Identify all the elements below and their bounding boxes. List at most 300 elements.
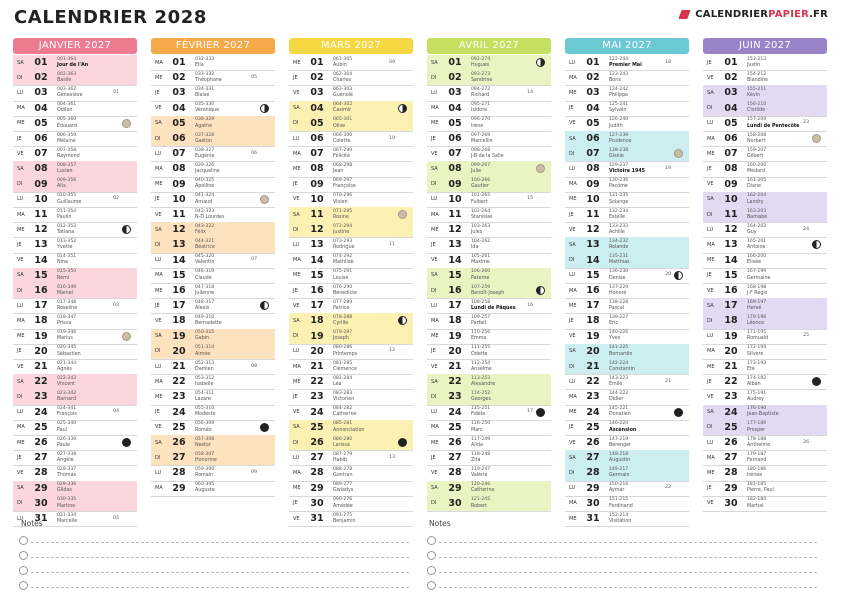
day-count: 047-318 [195,284,215,290]
saint-name: Eugénie [195,153,215,159]
day-row[interactable] [565,298,689,313]
day-count: 130-236 [609,178,629,184]
day-row[interactable] [151,450,275,465]
day-row[interactable] [427,344,551,359]
day-count: 123-243 [609,71,629,77]
week-number: 11 [389,241,395,247]
day-row[interactable] [289,481,413,496]
day-row[interactable] [289,237,413,252]
day-row[interactable] [13,207,137,222]
day-row[interactable] [703,101,827,116]
day-row[interactable] [13,192,137,207]
day-count: 025-340 [57,421,77,427]
day-number: 24 [172,406,186,418]
saint-name: Maxime [471,260,490,266]
day-count: 069-297 [333,178,353,184]
day-row[interactable] [13,465,137,480]
day-count: 140-226 [609,330,629,336]
day-row[interactable] [427,55,551,70]
day-weekday: SA [569,454,576,461]
day-row[interactable] [703,374,827,389]
day-row[interactable] [151,85,275,100]
day-count: 164-202 [747,223,767,229]
day-row[interactable] [13,85,137,100]
day-row[interactable] [151,237,275,252]
day-row[interactable] [427,146,551,161]
day-row[interactable] [13,496,137,511]
day-row[interactable] [289,253,413,268]
day-row[interactable] [13,222,137,237]
day-row[interactable] [151,481,275,496]
saint-name: Solange [609,199,629,205]
day-row[interactable] [289,192,413,207]
day-row[interactable] [565,313,689,328]
note-bullet-icon [427,581,436,590]
day-row[interactable] [289,131,413,146]
day-row[interactable] [565,101,689,116]
day-row[interactable] [13,313,137,328]
day-number: 01 [172,57,186,68]
saint-name: Achille [609,229,625,235]
day-row[interactable] [13,450,137,465]
day-row[interactable] [427,374,551,389]
day-row[interactable] [13,101,137,116]
day-row[interactable] [565,435,689,450]
day-divider [151,496,275,497]
day-row[interactable] [151,420,275,435]
day-weekday: ME [293,272,301,279]
day-number: 22 [310,376,324,388]
day-count: 051-314 [195,345,215,351]
day-weekday: ME [431,333,439,340]
day-row[interactable] [565,207,689,222]
day-row[interactable] [13,435,137,450]
day-count: 089-277 [333,482,353,488]
day-row[interactable] [565,70,689,85]
saint-name: Paterne [471,275,490,281]
day-row[interactable] [565,344,689,359]
day-weekday: DI [155,135,161,142]
day-row[interactable] [565,116,689,131]
day-row[interactable] [427,253,551,268]
day-row[interactable] [289,359,413,374]
day-row[interactable] [151,465,275,480]
saint-name: Ida [471,245,479,251]
note-line[interactable] [427,563,817,577]
day-row[interactable] [565,253,689,268]
day-row[interactable] [13,481,137,496]
day-count: 072-294 [333,223,353,229]
day-row[interactable] [703,131,827,146]
saint-name: Olive [333,123,346,129]
day-row[interactable] [703,177,827,192]
day-weekday: LU [293,348,300,355]
day-row[interactable] [427,496,551,511]
day-number: 17 [172,300,186,312]
day-row[interactable] [289,101,413,116]
day-row[interactable] [427,283,551,298]
saint-name: Patrice [333,305,350,311]
day-row[interactable] [13,253,137,268]
saint-name: Ferdinand [609,503,633,509]
day-row[interactable] [151,313,275,328]
day-row[interactable] [289,222,413,237]
day-row[interactable] [13,329,137,344]
day-row[interactable] [151,298,275,313]
day-row[interactable] [151,131,275,146]
saint-name: Claude [195,275,212,281]
day-number: 03 [724,87,738,99]
day-row[interactable] [151,344,275,359]
day-row[interactable] [427,359,551,374]
day-row[interactable] [427,329,551,344]
day-row[interactable] [427,405,551,420]
day-row[interactable] [565,374,689,389]
day-row[interactable] [565,192,689,207]
brand-logo-link[interactable] [679,9,828,20]
day-row[interactable] [427,85,551,100]
day-row[interactable] [703,329,827,344]
saint-name: Visitation [609,518,632,524]
day-row[interactable] [151,192,275,207]
saint-name: Pascal [609,305,625,311]
day-row[interactable] [13,146,137,161]
day-row[interactable] [565,511,689,526]
day-number: 09 [586,178,600,190]
day-weekday: MA [17,424,25,431]
moon-first-icon [398,104,407,113]
day-number: 16 [724,285,738,296]
day-weekday: SA [17,378,24,385]
day-row[interactable] [289,420,413,435]
day-count: 036-329 [195,117,215,123]
saint-name: Raymond [57,153,80,159]
day-row[interactable] [151,161,275,176]
day-row[interactable] [565,329,689,344]
day-weekday: MA [17,317,25,324]
day-row[interactable] [427,465,551,480]
saint-name: Amédée [333,503,353,509]
day-row[interactable] [13,389,137,404]
day-row[interactable] [703,70,827,85]
week-number: 10 [389,135,395,141]
day-row[interactable] [703,435,827,450]
day-row[interactable] [427,207,551,222]
day-weekday: MA [569,181,577,188]
note-line[interactable] [19,533,409,547]
day-row[interactable] [427,298,551,313]
day-row[interactable] [289,55,413,70]
holiday-name: Ascension [609,427,637,433]
day-row[interactable] [703,298,827,313]
day-count: 116-250 [471,421,491,427]
saint-name: Aymar [609,488,625,494]
day-count: 131-235 [609,193,629,199]
day-row[interactable] [427,268,551,283]
day-row[interactable] [289,207,413,222]
day-row[interactable] [13,237,137,252]
day-row[interactable] [427,177,551,192]
day-row[interactable] [703,85,827,100]
day-row[interactable] [427,131,551,146]
day-number: 06 [34,133,48,144]
day-count: 098-268 [471,147,491,153]
day-row[interactable] [565,283,689,298]
day-row[interactable] [427,192,551,207]
day-row[interactable] [565,222,689,237]
day-number: 19 [448,330,462,342]
day-row[interactable] [289,511,413,526]
day-row[interactable] [565,405,689,420]
day-weekday: MA [155,485,163,492]
day-row[interactable] [289,374,413,389]
day-row[interactable] [151,70,275,85]
day-row[interactable] [703,268,827,283]
saint-name: Germaine [747,275,771,281]
day-row[interactable] [703,222,827,237]
day-weekday: ME [155,393,163,400]
day-row[interactable] [427,313,551,328]
day-count: 078-288 [333,314,353,320]
day-row[interactable] [427,70,551,85]
month-header: FÉVRIER 2027 [151,38,275,54]
day-row[interactable] [565,237,689,252]
day-row[interactable] [703,237,827,252]
day-row[interactable] [427,389,551,404]
day-count: 177-189 [747,421,767,427]
saint-name: Basile [57,77,72,83]
day-weekday: MA [569,500,577,507]
day-count: 132-234 [609,208,629,214]
note-line[interactable] [427,533,817,547]
saint-name: Benoît-Joseph [471,290,505,296]
day-row[interactable] [151,116,275,131]
day-row[interactable] [427,101,551,116]
day-row[interactable] [565,481,689,496]
saint-name: Justin [747,62,761,68]
day-row[interactable] [289,85,413,100]
day-row[interactable] [703,465,827,480]
note-line[interactable] [427,578,817,592]
day-number: 28 [310,467,324,479]
day-weekday: SA [569,348,576,355]
day-weekday: LU [569,59,576,66]
day-row[interactable] [289,329,413,344]
day-row[interactable] [703,253,827,268]
day-row[interactable] [289,435,413,450]
month-column [151,38,275,494]
day-weekday: LU [707,120,714,127]
day-row[interactable] [427,237,551,252]
day-row[interactable] [565,146,689,161]
day-row[interactable] [151,405,275,420]
day-number: 08 [448,163,462,175]
day-weekday: DI [707,317,713,324]
day-weekday: VE [707,181,714,188]
day-row[interactable] [151,253,275,268]
day-row[interactable] [13,283,137,298]
moon-new-icon [122,438,131,447]
day-row[interactable] [427,420,551,435]
day-row[interactable] [151,389,275,404]
day-row[interactable] [703,55,827,70]
day-row[interactable] [565,450,689,465]
day-weekday: ME [707,363,715,370]
day-row[interactable] [703,192,827,207]
day-row[interactable] [151,101,275,116]
day-row[interactable] [703,405,827,420]
saint-name: Norbert [747,138,766,144]
day-row[interactable] [565,359,689,374]
day-row[interactable] [565,55,689,70]
moon-last-icon [260,301,269,310]
day-row[interactable] [13,374,137,389]
day-row[interactable] [703,313,827,328]
day-row[interactable] [289,146,413,161]
day-number: 03 [310,87,324,99]
day-row[interactable] [13,116,137,131]
day-row[interactable] [427,450,551,465]
day-row[interactable] [703,146,827,161]
day-row[interactable] [703,496,827,511]
day-row[interactable] [427,481,551,496]
day-weekday: LU [17,89,24,96]
day-row[interactable] [703,207,827,222]
day-row[interactable] [565,85,689,100]
day-row[interactable] [151,222,275,237]
day-row[interactable] [427,222,551,237]
day-row[interactable] [151,329,275,344]
saint-name: Valentin [195,260,215,266]
note-line[interactable] [19,563,409,577]
week-number: 09 [251,469,257,475]
day-number: 20 [448,345,462,357]
day-count: 096-270 [471,117,491,123]
day-row[interactable] [703,344,827,359]
day-row[interactable] [565,389,689,404]
day-row[interactable] [289,116,413,131]
moon-full-icon [398,210,407,219]
day-row[interactable] [565,177,689,192]
day-row[interactable] [151,283,275,298]
day-weekday: JE [293,287,298,294]
day-row[interactable] [289,450,413,465]
day-row[interactable] [289,70,413,85]
day-row[interactable] [289,389,413,404]
day-row[interactable] [565,131,689,146]
day-weekday: MA [293,257,301,264]
day-row[interactable] [703,283,827,298]
day-count: 170-196 [747,314,767,320]
day-weekday: ME [293,59,301,66]
day-row[interactable] [13,268,137,283]
day-row[interactable] [427,161,551,176]
month-header: AVRIL 2027 [427,38,551,54]
day-row[interactable] [565,496,689,511]
day-row[interactable] [289,313,413,328]
day-count: 081-285 [333,360,353,366]
day-count: 126-240 [609,117,629,123]
saint-name: Arnaud [195,199,213,205]
day-number: 05 [448,117,462,129]
day-row[interactable] [289,344,413,359]
day-weekday: VE [293,409,300,416]
saint-name: Gwladys [333,488,354,494]
day-row[interactable] [13,131,137,146]
note-line[interactable] [19,578,409,592]
day-row[interactable] [13,405,137,420]
day-row[interactable] [151,435,275,450]
day-count: 179-187 [747,451,767,457]
day-number: 08 [34,163,48,175]
day-count: 065-301 [333,117,353,123]
day-number: 29 [310,482,324,494]
saint-name: Marcel [57,290,73,296]
day-row[interactable] [13,344,137,359]
day-row[interactable] [151,374,275,389]
day-row[interactable] [289,465,413,480]
day-count: 017-348 [57,299,77,305]
day-row[interactable] [13,298,137,313]
day-weekday: ME [293,378,301,385]
day-row[interactable] [13,359,137,374]
day-row[interactable] [565,161,689,176]
saint-name: Robert [471,503,487,509]
day-weekday: JE [569,424,574,431]
day-weekday: DI [155,454,161,461]
day-row[interactable] [13,177,137,192]
day-row[interactable] [427,116,551,131]
day-count: 083-283 [333,390,353,396]
day-row[interactable] [151,146,275,161]
day-row[interactable] [289,177,413,192]
note-dashed-line [31,557,409,558]
day-row[interactable] [703,420,827,435]
day-row[interactable] [13,161,137,176]
day-row[interactable] [565,268,689,283]
day-row[interactable] [427,435,551,450]
day-weekday: JE [293,74,298,81]
day-row[interactable] [289,161,413,176]
day-row[interactable] [289,298,413,313]
day-weekday: SA [17,272,24,279]
day-row[interactable] [289,405,413,420]
day-row[interactable] [289,268,413,283]
day-row[interactable] [151,207,275,222]
day-row[interactable] [13,55,137,70]
day-row[interactable] [289,496,413,511]
day-count: 153-213 [747,56,767,62]
day-row[interactable] [13,420,137,435]
day-row[interactable] [151,55,275,70]
day-row[interactable] [703,389,827,404]
day-row[interactable] [703,450,827,465]
day-number: 04 [448,102,462,114]
note-line[interactable] [427,548,817,562]
day-row[interactable] [703,116,827,131]
day-row[interactable] [151,359,275,374]
day-row[interactable] [565,465,689,480]
day-row[interactable] [703,161,827,176]
day-row[interactable] [13,70,137,85]
day-row[interactable] [151,268,275,283]
day-row[interactable] [703,481,827,496]
day-row[interactable] [703,359,827,374]
day-row[interactable] [565,420,689,435]
note-line[interactable] [19,548,409,562]
day-row[interactable] [289,283,413,298]
day-row[interactable] [151,177,275,192]
